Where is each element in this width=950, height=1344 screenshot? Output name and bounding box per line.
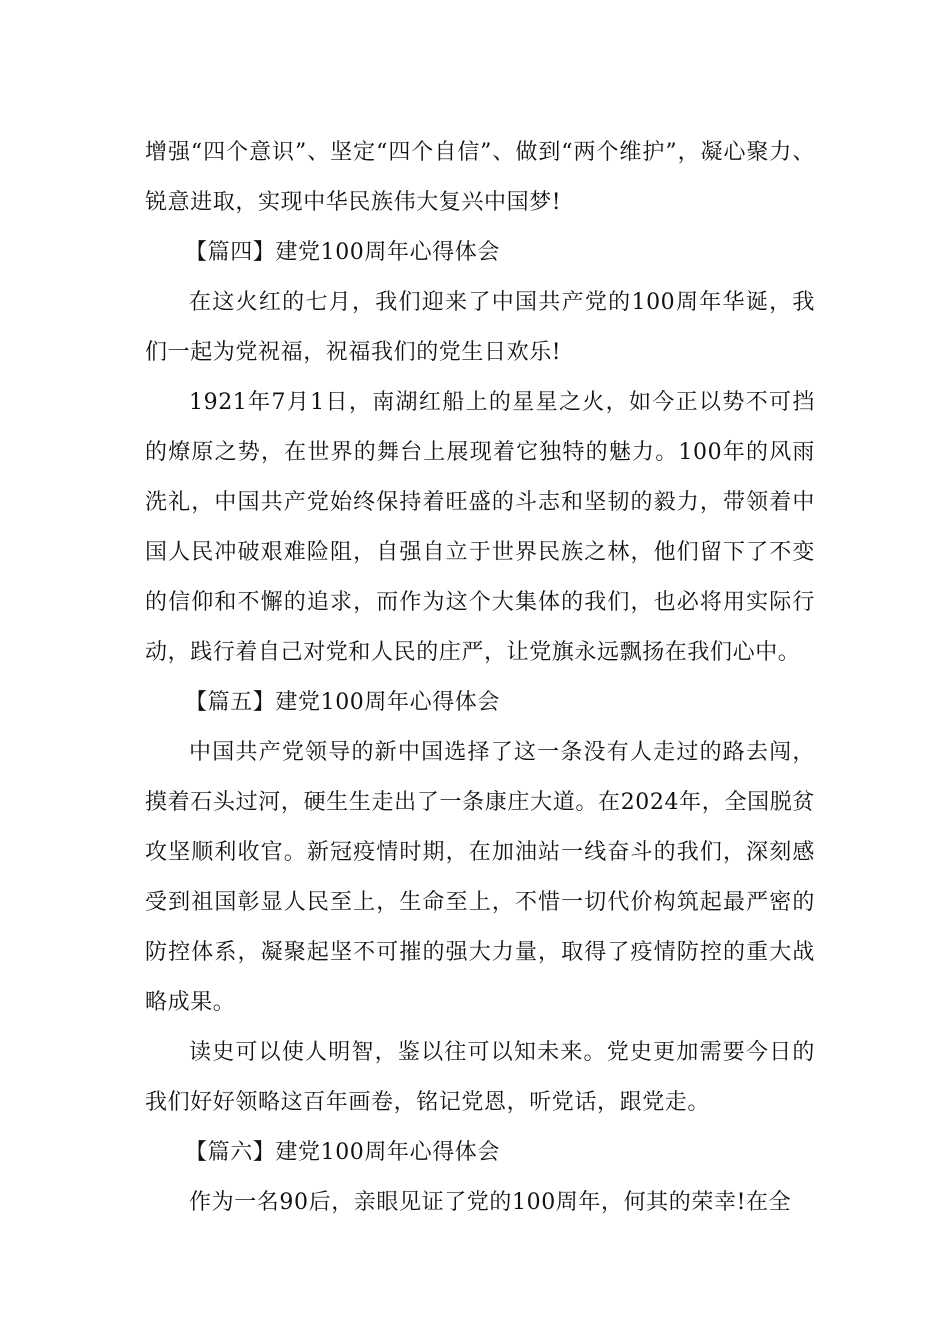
- document-body: [145, 128, 815, 1228]
- paragraph: 中国共产党领导的新中国选择了这一条没有人走过的路去闯，摸着石头过河，硬生生走出了一条康庄大道。在2024年，全国脱贫攻坚顺利收官。新冠疫情时期，在加油站一线奋斗的我们，深刻感受到祖国彰显人民至上，生命至上，不惜一切代价构筑起最严密的防控体系，凝聚起坚不可摧的强大力量，取得了疫情防控的重大战略成果。: [145, 740, 815, 1015]
- paragraph: 读史可以使人明智，鉴以往可以知未来。党史更加需要今日的我们好好领略这百年画卷，铭记党恩，听党话，跟党走。: [145, 1040, 815, 1115]
- section-heading-4: 【篇四】建党100周年心得体会: [185, 240, 500, 265]
- section-heading-5: 【篇五】建党100周年心得体会: [185, 690, 500, 715]
- paragraph: 1921年7月1日，南湖红船上的星星之火，如今正以势不可挡的燎原之势，在世界的舞台上展现着它独特的魅力。100年的风雨洗礼，中国共产党始终保持着旺盛的斗志和坚韧的毅力，带领着中国人民冲破艰难险阻，自强自立于世界民族之林，他们留下了不变的信仰和不懈的追求，而作为这个大集体的我们，也必将用实际行动，践行着自己对党和人民的庄严，让党旗永远飘扬在我们心中。: [145, 390, 815, 665]
- paragraph: 作为一名90后，亲眼见证了党的100周年，何其的荣幸!在全: [189, 1190, 792, 1215]
- paragraph-continuation: 增强“四个意识”、坚定“四个自信”、做到“两个维护”，凝心聚力、锐意进取，实现中华民族伟大复兴中国梦!: [145, 140, 815, 215]
- section-heading-6: 【篇六】建党100周年心得体会: [185, 1140, 500, 1165]
- paragraph: 在这火红的七月，我们迎来了中国共产党的100周年华诞，我们一起为党祝福，祝福我们的党生日欢乐!: [145, 290, 815, 365]
